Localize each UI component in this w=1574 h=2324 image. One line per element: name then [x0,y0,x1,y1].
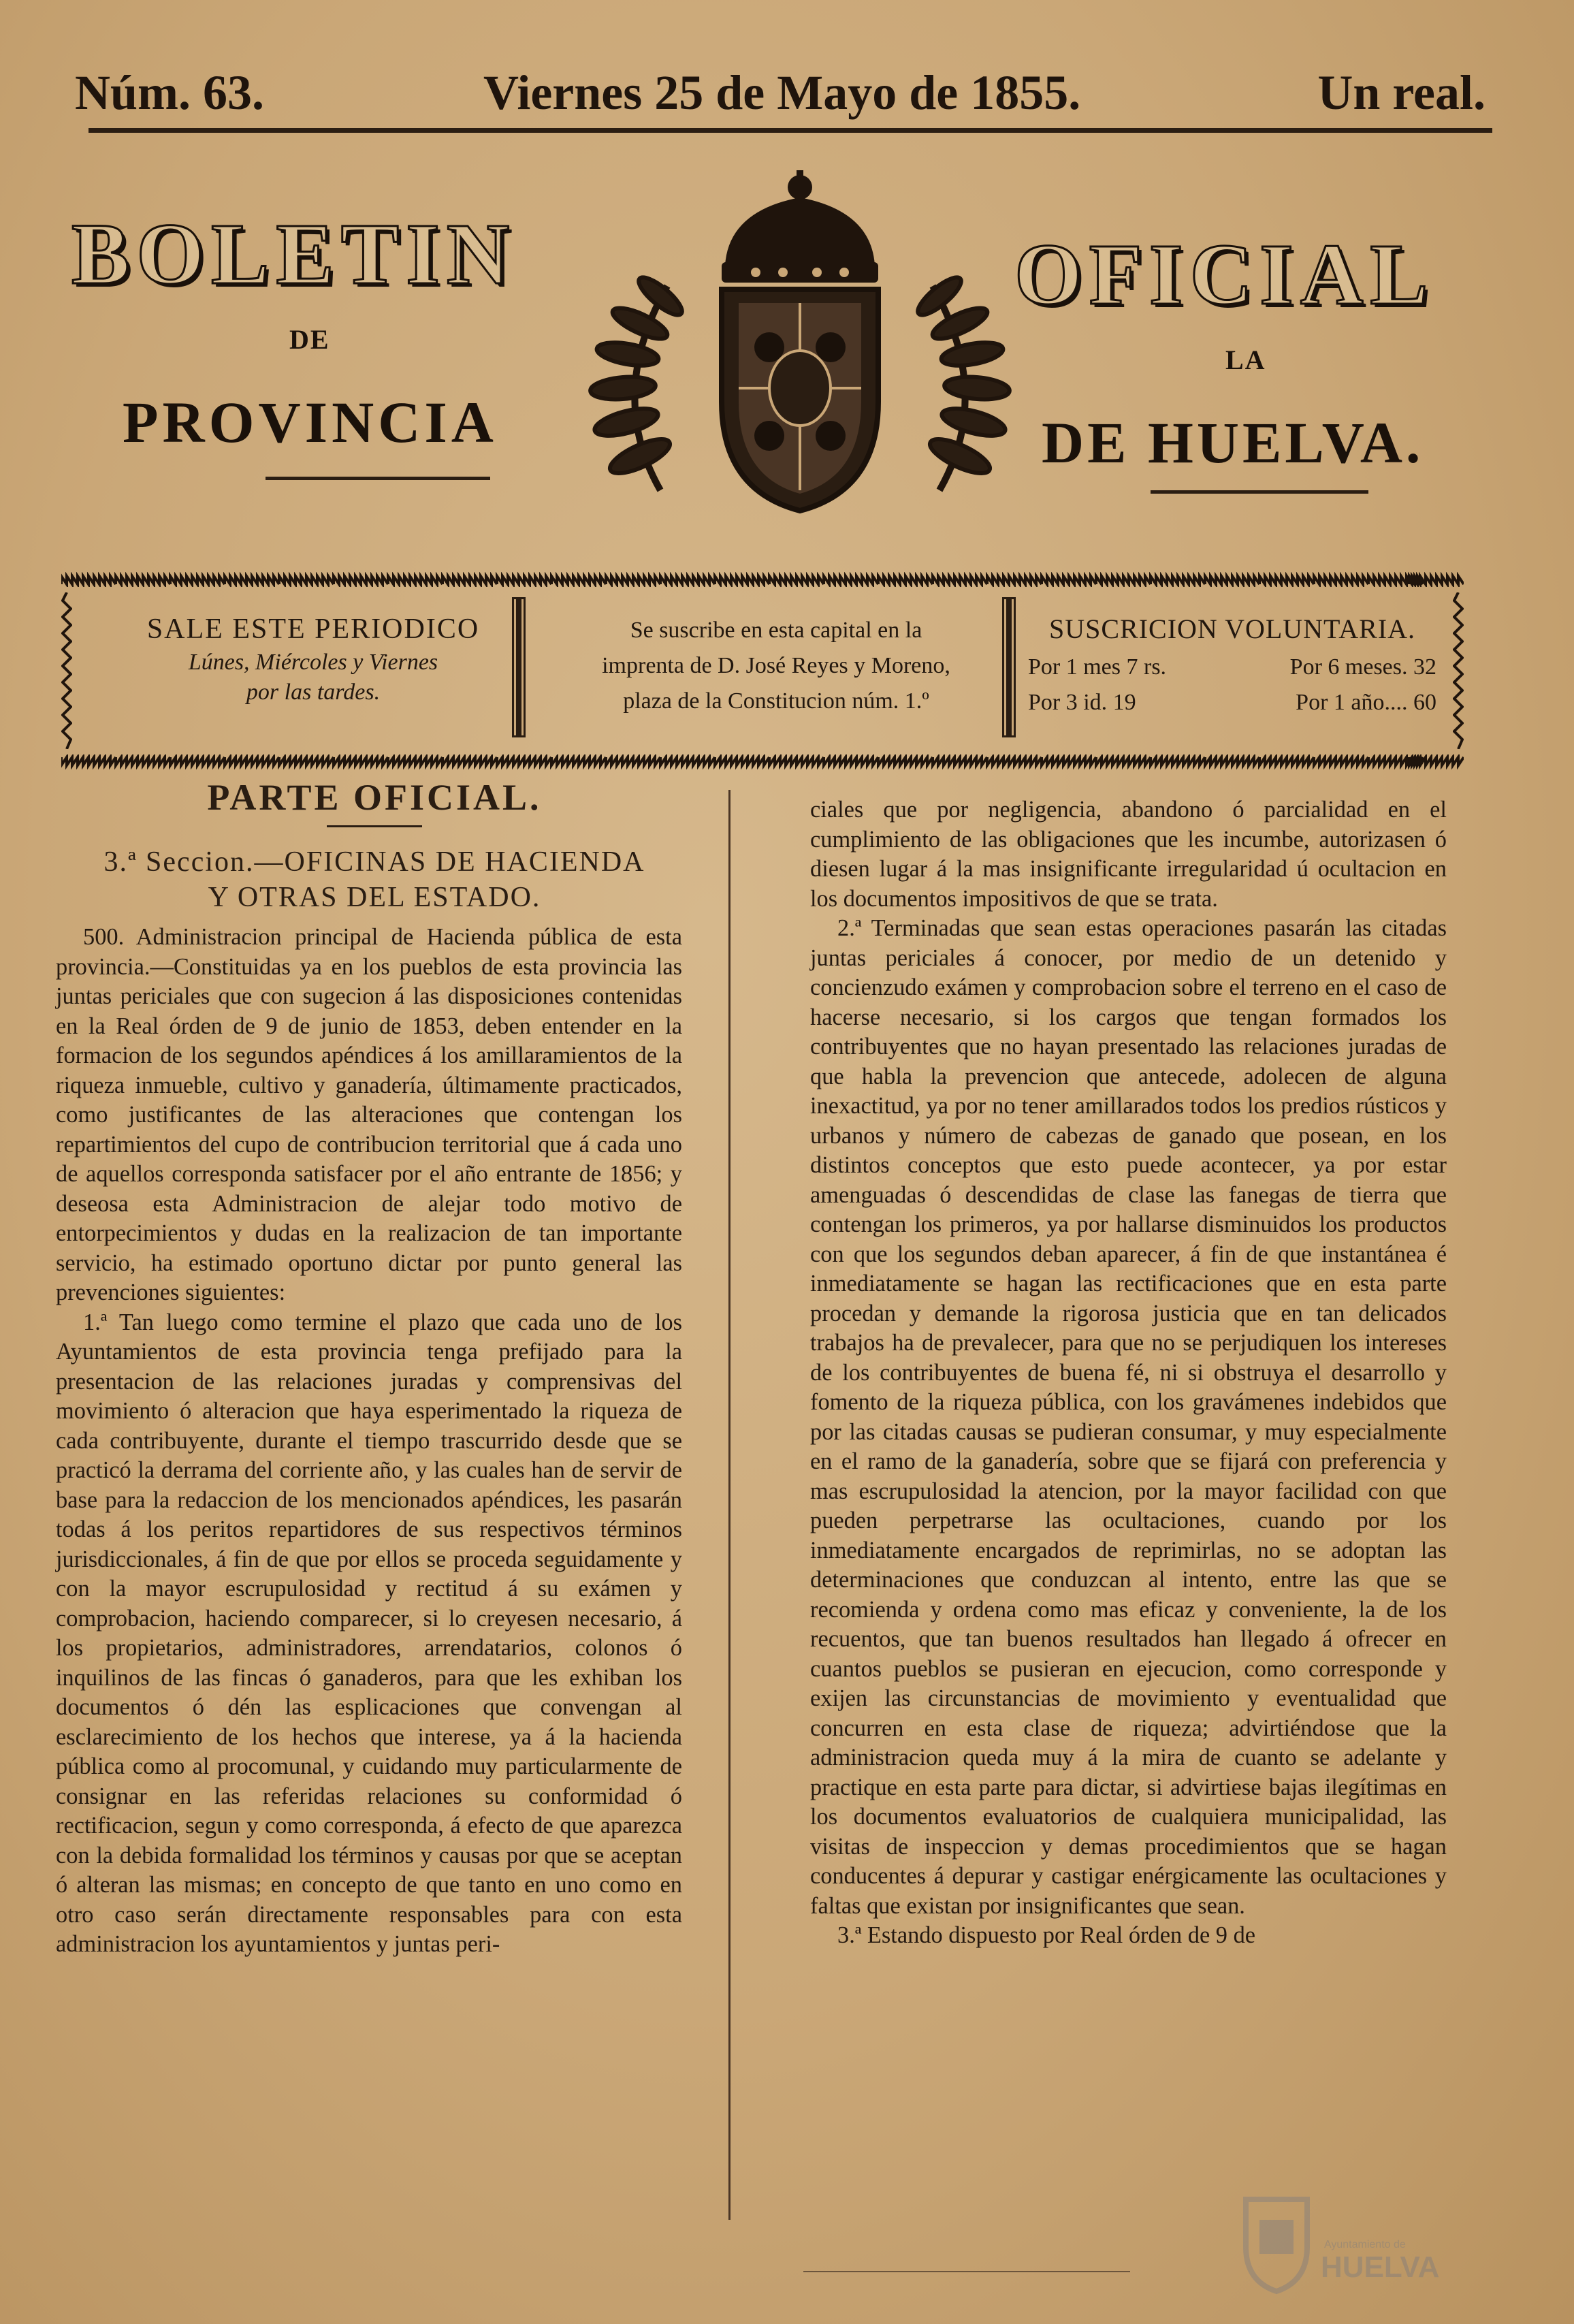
masthead-boletin: BOLETIN [71,206,517,302]
schedule-heading: SALE ESTE PERIODICO [146,614,480,645]
masthead-rule-left [266,477,490,480]
issue-number: Núm. 63. [75,65,265,120]
price-3-months: Por 3 id. 19 [1028,690,1136,715]
box-divider-left [514,599,524,735]
ornamental-border-bottom [61,754,1464,769]
archive-watermark [1239,2145,1477,2302]
ornamental-border-left [61,592,72,749]
issue-info-line [75,65,1485,133]
price-1-month: Por 1 mes 7 rs. [1028,654,1167,680]
masthead-la: LA [1225,345,1266,375]
footer-rule [803,2271,1130,2272]
article-paragraph: 500. Administracion principal de Hacienda pública de esta provincia.—Constituidas ya en los pueblos de esta provincia las juntas periciales que con sugecion á las disposiciones contenidas en la Real órden de 9 de junio de 1853, deben entender en la formacion de los segundos apéndices á los amillaramientos de la riqueza inmueble, cultivo y ganadería, últimamente practicados, como justificantes de las alteraciones que contengan los repartimientos del cupo de contribucion territorial que á cada uno de aquellos corresponda satisfacer por el año entrante de 1856; y deseosa esta Administracion de alejar todo motivo de entorpecimientos y dudas en la realizacion de tan importante servicio, ha estimado oportuno dictar por punto general las prevenciones siguientes: [56,924,682,1305]
section-subtitle-line-2: Y OTRAS DEL ESTADO. [208,882,541,913]
subscription-address [531,613,1021,719]
article-paragraph: 2.ª Terminadas que sean estas operaciones pasarán las citadas juntas periciales á conocer, por medio de un detenido y concienzudo exámen y comprobacion sobre el terreno en el caso de hacerse necesario, si los cargos que tengan formados los contribuyentes que no hayan presentado las relaciones juradas de que habla la prevencion que antecede, adolecen de alguna inexactitud, ya por no tener amillarados todos los predios rústicos y urbanos y número de cabezas de ganado que posean, en los distintos conceptos que esto puede acontecer, ya por estar amenguadas ó descendidas de clase las fanegas de tierra que contengan los primeros, ya por hallarse disminuidos los productos con que los segundos deban aparecer, á fin de que instantánea é inmediatamente se hagan las rectificaciones que en esta parte procedan y demande la rigorosa justicia que en tan delicados trabajos ha de prevalecer, para que no se perjudiquen los intereses de los contribuyentes de buena fé, ni si obstruya el desarrollo y fomento de la riqueza pública, con los gravámenes indebidos que por las citadas causas se pudieran consumar, y muy especialmente en el ramo de la ganadería, sobre que se fijará con preferencia y mas escrupulosidad la atencion, por la mayor facilidad con que pueden perpetrarse las ocultaciones, cuando por los inmediatamente encargados de reprimirlas, no se adoptan las determinaciones que conduzcan al intento, entre las que se recomienda y ordena como mas eficaz y conveniente, la de los recuentos, que tan buenos resultados han llegado á ofrecer en cuantos pueblos se pusieran en ejecucion, como corresponde y exijen las circunstancias de movimiento y eventualidad que concurren en esta clase de riqueza; advirtiéndose que la administracion queda muy á la mira de cuanto se adelante y practique en esta parte para dictar, si advirtiese bajas ilegítimas en los documentos evaluatorios de cualquiera municipalidad, las visitas de inspeccion y demas procedimientos que se hagan conducentes á depurar y castigar enérgicamente las ocultaciones y faltas que existan por insignificantes que sean. [810,915,1447,1919]
subscription-box [61,572,1464,769]
ornamental-border-top [61,572,1464,587]
section-subtitle [75,844,674,915]
prices-heading: SUSCRICION VOLUNTARIA. [1048,614,1416,644]
column-divider [728,790,730,2220]
article-paragraph: 3.ª Estando dispuesto por Real órden de 9 de [837,1922,1256,1948]
schedule-days: Lúnes, Miércoles y Viernes [188,650,438,675]
box-divider-right [1004,599,1014,735]
subscription-prices [1021,613,1443,716]
price-1-year: Por 1 año.... 60 [1296,690,1436,715]
article-column-right [810,795,1447,1951]
section-subtitle-line-1: 3.ª Seccion.—OFICINAS DE HACIENDA [103,846,645,878]
schedule-time: por las tardes. [246,680,381,705]
prices-row-1 [1021,654,1443,680]
masthead-de: DE [289,324,330,355]
address-line-1: Se suscribe en esta capital en la [630,618,922,643]
address-line-2: imprenta de D. José Reyes y Moreno, [602,653,950,678]
watermark-title: HUELVA [1321,2250,1440,2284]
section-title: PARTE OFICIAL. [207,777,542,818]
header-rule [89,128,1492,133]
price-6-months: Por 6 meses. 32 [1289,654,1436,680]
watermark-subtitle: Ayuntamiento de [1324,2239,1406,2250]
issue-date: Viernes 25 de Mayo de 1855. [483,65,1081,120]
address-line-3: plaza de la Constitucion núm. 1.º [623,688,929,714]
masthead-de-huelva: DE HUELVA. [1042,410,1424,475]
article-column-left [56,923,682,1960]
issue-price: Un real. [1317,65,1485,120]
watermark-shield-icon [1239,2193,1314,2295]
article-paragraph: ciales que por negligencia, abandono ó parcialidad en el cumplimiento de las obligaciones que les incumbe, autorizasen ó diesen lugar á la mas insignificante irregularidad ú ocultacion en los documentos impositivos de que se trata. [810,797,1447,912]
article-paragraph: 1.ª Tan luego como termine el plazo que cada uno de los Ayuntamientos de esta provincia tenga prefijado para la presentacion de las relaciones juradas y comprensivas del movimiento ó alteracion que haya esperimentado la riqueza de cada contribuyente, durante el tiempo trascurrido desde que se practicó la derrama del corriente año, y las cuales han de servir de base para la redaccion de los mencionados apéndices, les pasarán todas á los peritos repartidores de sus respectivos términos jurisdiccionales, á fin de que por ellos se proceda seguidamente y con la mayor escrupulosidad y rectitud á su exámen y comprobacion, haciendo comparecer, si lo creyesen necesario, á los propietarios, administradores, arrendatarios, colonos ó inquilinos de las fincas ó ganaderos, para que les exhiban los documentos ó dén las esplicaciones que convengan al esclarecimiento de los hechos que interese, ya á la hacienda pública como al procomunal, y cuidando muy particularmente de consignar en las referidas relaciones su conformidad ó rectificacion, segun y como corresponda, á efecto de que aparezca con la debida formalidad los términos y causas por que se aceptan ó alteran las mismas; en concepto de que tanto en uno como en otro caso serán directamente responsables para con esta administracion los ayuntamientos y juntas peri- [56,1309,682,1957]
masthead-rule-right [1151,490,1368,494]
ornamental-border-right [1453,592,1464,749]
section-title-rule [327,825,422,827]
publication-schedule [95,613,531,705]
coat-of-arms-icon [565,170,1035,531]
masthead-oficial: OFICIAL [1014,226,1435,323]
masthead-provincia: PROVINCIA [123,389,498,455]
prices-row-2 [1021,690,1443,716]
